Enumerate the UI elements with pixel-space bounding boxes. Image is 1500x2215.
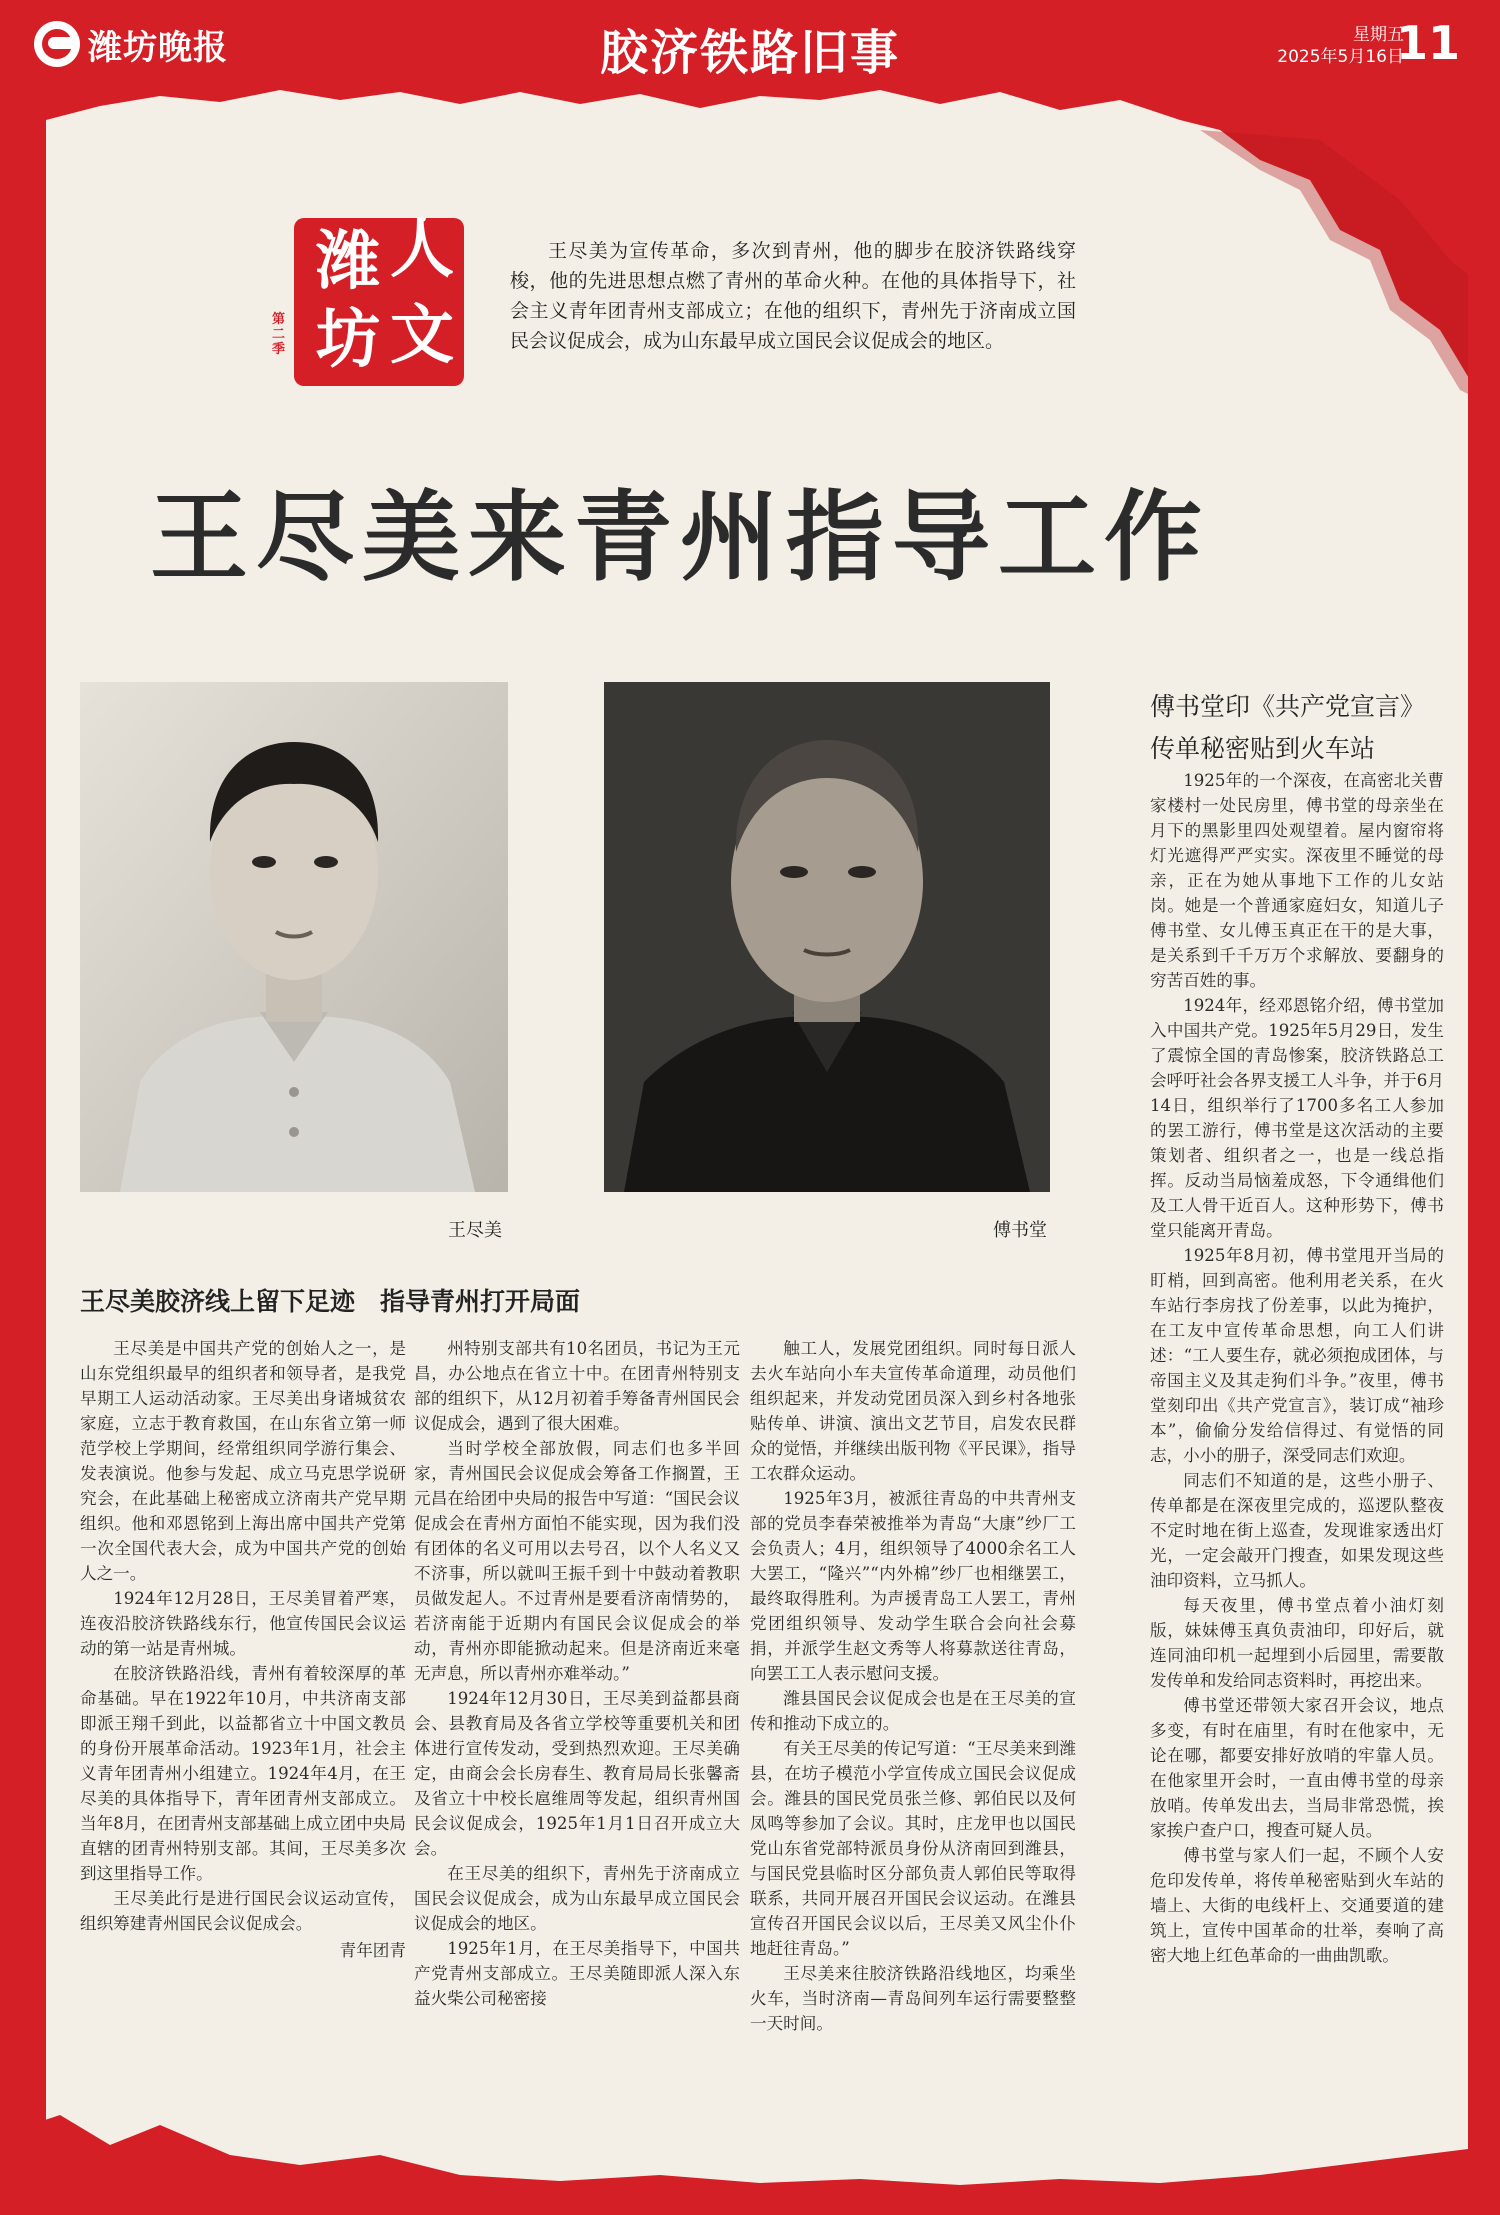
portrait-photo-fu-shutang: [604, 682, 1050, 1192]
article-column-1: [80, 1336, 406, 1963]
article-byline: 青年团青: [339, 1941, 406, 1960]
article-paragraph: 在王尽美的组织下，青州先于济南成立国民会议促成会，成为山东最早成立国民会议促成会的地区。: [414, 1864, 740, 1933]
red-frame-left: [0, 0, 46, 2215]
masthead: [34, 14, 228, 74]
seal-char-wen: 文: [390, 299, 454, 373]
sidebar-heading: [1150, 686, 1480, 770]
issue-date: 2025年5月16日: [1277, 47, 1404, 67]
weekday: 星期五: [1353, 25, 1404, 45]
portrait-photo-wang-jinmei: [80, 682, 508, 1192]
sidebar-paragraph: 傅书堂还带领大家召开会议，地点多变，有时在庙里，有时在他家中，无论在哪，都要安排好放哨的牢靠人员。在他家里开会时，一直由傅书堂的母亲放哨。传单发出去，当局非常恐慌，挨家挨户查户口，搜查可疑人员。: [1150, 1696, 1444, 1840]
page-number: 11: [1395, 16, 1460, 70]
seal-char-fang: 坊: [316, 303, 380, 377]
article-paragraph: 1924年12月28日，王尽美冒着严寒，连夜沿胶济铁路线东行，他宣传国民会议运动的第一站是青州城。: [80, 1589, 406, 1658]
article-paragraph: 王尽美此行是进行国民会议运动宣传，组织筹建青州国民会议促成会。: [80, 1889, 406, 1933]
article-paragraph: 当时学校全部放假，同志们也多半回家，青州国民会议促成会筹备工作搁置，王元昌在给团中央局的报告中写道：“国民会议促成会在青州方面怕不能实现，因为我们没有团体的名义可用以去号召，以个人名义又不济事，所以就叫王振千到十中鼓动着教职员做发起人。不过青州是要看济南情势的，若济南能于近期内有国民会议促成会的举动，青州亦即能掀动起来。但是济南近来毫无声息，所以青州亦难举动。”: [414, 1439, 740, 1683]
article-subheading: 王尽美胶济线上留下足迹 指导青州打开局面: [80, 1287, 581, 1316]
article-paragraph: 王尽美来往胶济铁路沿线地区，均乘坐火车，当时济南—青岛间列车运行需要整整一天时间。: [750, 1964, 1076, 2033]
sidebar-paragraph: 1925年的一个深夜，在高密北关曹家楼村一处民房里，傅书堂的母亲坐在月下的黑影里四处观望着。屋内窗帘将灯光遮得严严实实。深夜里不睡觉的母亲，正在为她从事地下工作的儿女站岗。她是一个普通家庭妇女，知道儿子傅书堂、女儿傅玉真正在干的是大事，是关系到千千万万个求解放、要翻身的穷苦百姓的事。: [1150, 771, 1444, 990]
lead-paragraph: 王尽美为宣传革命，多次到青州，他的脚步在胶济铁路线穿梭，他的先进思想点燃了青州的革命火种。在他的具体指导下，社会主义青年团青州支部成立；在他的组织下，青州先于济南成立国民会议促成会，成为山东最早成立国民会议促成会的地区。: [510, 240, 1076, 352]
dateline: [1277, 24, 1404, 68]
red-torn-footer-band: [0, 2095, 1500, 2215]
seal-char-wei: 潍: [316, 225, 380, 299]
seal-series-label: 第二季: [272, 312, 286, 357]
sidebar-paragraph: 每天夜里，傅书堂点着小油灯刻版，妹妹傅玉真负责油印，印好后，就连同油印机一起埋到小后园里，需要散发传单和发给同志资料时，再挖出来。: [1150, 1596, 1444, 1690]
newspaper-logo-icon: [34, 21, 80, 67]
photo-caption-1: 王尽美: [448, 1220, 502, 1241]
article-paragraph: 潍县国民会议促成会也是在王尽美的宣传和推动下成立的。: [750, 1689, 1076, 1733]
article-paragraph: 有关王尽美的传记写道：“王尽美来到潍县，在坊子模范小学宣传成立国民会议促成会。潍县的国民党员张兰修、郭伯民以及何凤鸣等参加了会议。其时，庄龙甲也以国民党山东省党部特派员身份从济南回到潍县，与国民党县临时区分部负责人郭伯民等取得联系，共同开展召开国民会议运动。在潍县宣传召开国民会议以后，王尽美又风尘仆仆地赶往青岛。”: [750, 1739, 1076, 1958]
article-column-3: [750, 1336, 1076, 2036]
sidebar-paragraph: 1925年8月初，傅书堂甩开当局的盯梢，回到高密。他利用老关系，在火车站行李房找了份差事，以此为掩护，在工友中宣传革命思想，向工人们讲述：“工人要生存，就必须抱成团体，与帝国主义及其走狗们斗争。”夜里，傅书堂刻印出《共产党宣言》，装订成“袖珍本”，偷偷分发给信得过、有觉悟的同志，小小的册子，深受同志们欢迎。: [1150, 1246, 1444, 1465]
section-title: 胶济铁路旧事: [600, 25, 901, 81]
article-paragraph: 在胶济铁路沿线，青州有着较深厚的革命基础。早在1922年10月，中共济南支部即派王翔千到此，以益都省立十中国文教员的身份开展革命活动。1923年1月，社会主义青年团青州小组建立。1924年4月，在王尽美的具体指导下，青年团青州支部成立。当年8月，在团青州支部基础上成立团中央局直辖的团青州特别支部。其间，王尽美多次到这里指导工作。: [80, 1664, 406, 1883]
article-paragraph: 触工人，发展党团组织。同时每日派人去火车站向小车夫宣传革命道理，动员他们组织起来，并发动党团员深入到乡村各地张贴传单、讲演、演出文艺节目，启发农民群众的觉悟，并继续出版刊物《平民课》，指导工农群众运动。: [750, 1339, 1076, 1483]
sidebar-paragraph: 1924年，经邓恩铭介绍，傅书堂加入中国共产党。1925年5月29日，发生了震惊全国的青岛惨案，胶济铁路总工会呼吁社会各界支援工人斗争，并于6月14日，组织举行了1700多名工人参加的罢工游行，傅书堂是这次活动的主要策划者、组织者之一，也是一线总指挥。反动当局恼羞成怒，下令通缉他们及工人骨干近百人。这种形势下，傅书堂只能离开青岛。: [1150, 996, 1444, 1240]
sidebar-article-body: [1150, 768, 1444, 1968]
article-paragraph: 1925年3月，被派往青岛的中共青州支部的党员李春荣被推举为青岛“大康”纱厂工会负责人；4月，组织领导了4000余名工人大罢工，“隆兴”“内外棉”纱厂也相继罢工，最终取得胜利。为声援青岛工人罢工，青州党团组织领导、发动学生联合会向社会募捐，并派学生赵文秀等人将募款送往青岛，向罢工工人表示慰问支援。: [750, 1489, 1076, 1683]
article-paragraph: 1925年1月，在王尽美指导下，中国共产党青州支部成立。王尽美随即派人深入东益火柴公司秘密接: [414, 1939, 740, 2008]
sidebar-heading-line-2: 传单秘密贴到火车站: [1150, 734, 1376, 763]
sidebar-paragraph: 同志们不知道的是，这些小册子、传单都是在深夜里完成的，巡逻队整夜不定时地在街上巡查，发现谁家透出灯光，一定会敲开门搜查，如果发现这些油印资料，立马抓人。: [1150, 1471, 1444, 1590]
article-paragraph: 王尽美是中国共产党的创始人之一，是山东党组织最早的组织者和领导者，是我党早期工人运动活动家。王尽美出身诸城贫农家庭，立志于教育救国，在山东省立第一师范学校上学期间，经常组织同学游行集会、发表演说。他参与发起、成立马克思学说研究会，在此基础上秘密成立济南共产党早期组织。他和邓恩铭到上海出席中国共产党第一次全国代表大会，成为中国共产党的创始人之一。: [80, 1339, 406, 1583]
paper-name: 潍坊晚报: [88, 27, 228, 68]
article-paragraph: 州特别支部共有10名团员，书记为王元昌，办公地点在省立十中。在团青州特别支部的组织下，从12月初着手筹备青州国民会议促成会，遇到了很大困难。: [414, 1339, 740, 1433]
article-column-2: [414, 1336, 740, 2011]
sidebar-paragraph: 傅书堂与家人们一起，不顾个人安危印发传单，将传单秘密贴到火车站的墙上、大街的电线杆上、交通要道的建筑上，宣传中国革命的壮举，奏响了高密大地上红色革命的一曲曲凯歌。: [1150, 1846, 1444, 1965]
headline: 王尽美来青州指导工作: [150, 481, 1211, 595]
article-paragraph: 1924年12月30日，王尽美到益都县商会、县教育局及各省立学校等重要机关和团体进行宣传发动，受到热烈欢迎。王尽美确定，由商会会长房春生、教育局局长张馨斋及省立十中校长扈维周等发起，组织青州国民会议促成会，1925年1月1日召开成立大会。: [414, 1689, 740, 1858]
column-seal: [270, 212, 470, 392]
sidebar-heading-line-1: 傅书堂印《共产党宣言》: [1150, 692, 1426, 721]
photo-caption-2: 傅书堂: [993, 1220, 1047, 1241]
seal-char-ren: 人: [390, 213, 454, 287]
red-frame-right: [1468, 0, 1500, 2215]
